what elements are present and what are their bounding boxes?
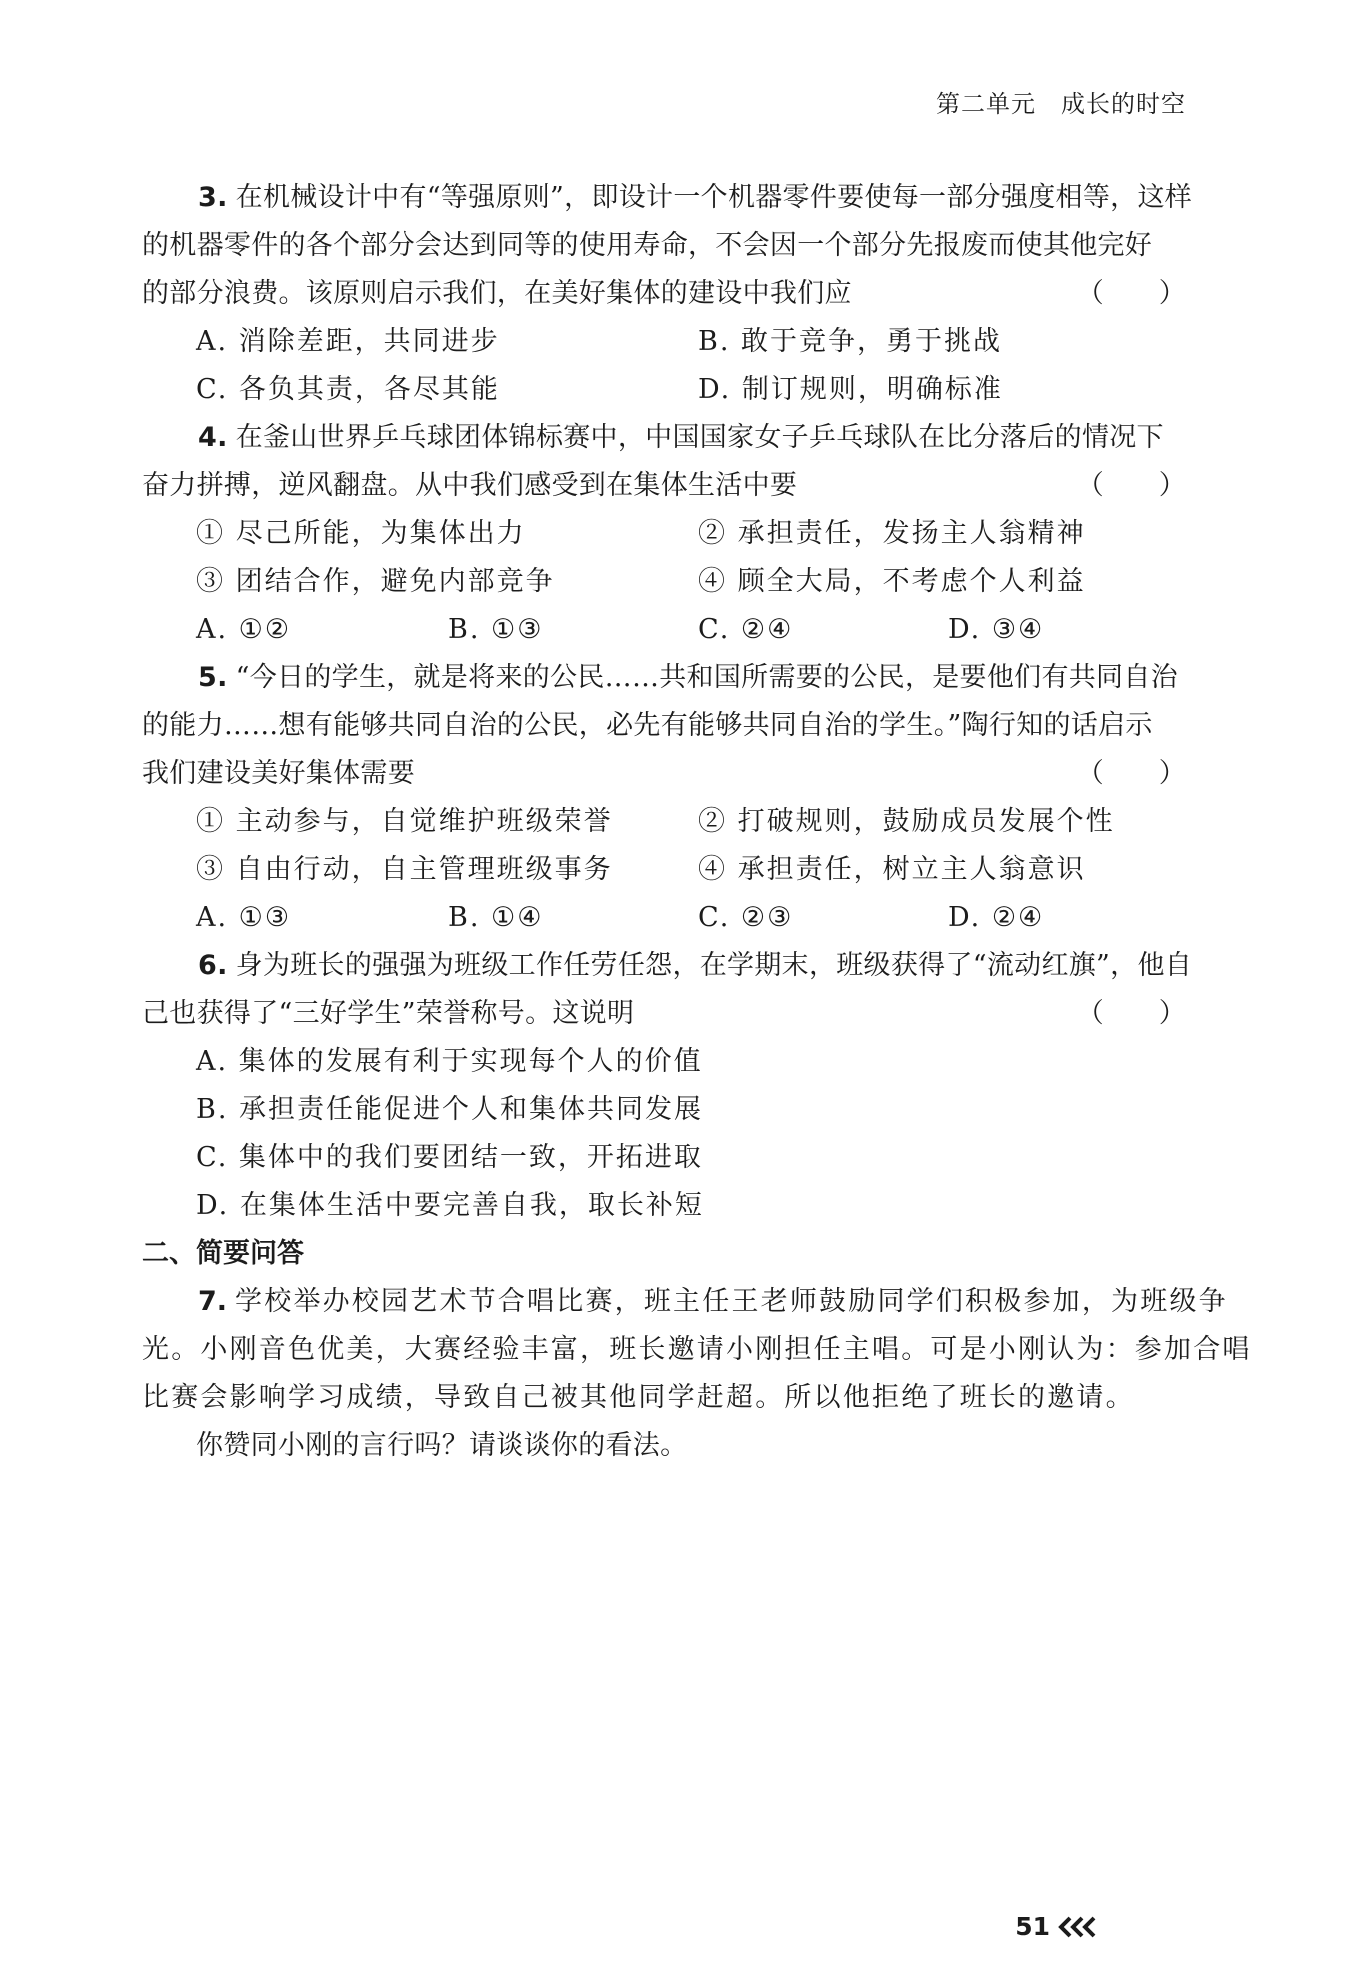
choice-a: A. ①② bbox=[196, 614, 292, 645]
choice-b: B. ①③ bbox=[448, 614, 544, 645]
answer-parentheses: （ ） bbox=[1076, 278, 1186, 309]
question-5-line-2: 的能力……想有能够共同自治的公民，必先有能够共同自治的学生。”陶行知的话启示 bbox=[142, 710, 1153, 741]
page-number bbox=[1015, 1912, 1100, 1941]
answer-parentheses: （ ） bbox=[1076, 470, 1186, 501]
option-c: C. 集体中的我们要团结一致，开拓进取 bbox=[196, 1142, 703, 1173]
choice-b: B. ①④ bbox=[448, 902, 544, 933]
question-6-line-2: 己也获得了“三好学生”荣誉称号。这说明 （ ） bbox=[142, 994, 1186, 1034]
question-number: 6. bbox=[198, 950, 228, 981]
option-a: A. 消除差距，共同进步 bbox=[196, 326, 500, 357]
question-number: 4. bbox=[198, 422, 228, 453]
running-header: 第二单元 成长的时空 bbox=[936, 90, 1186, 118]
question-7-line-3: 比赛会影响学习成绩，导致自己被其他同学赶超。所以他拒绝了班长的邀请。 bbox=[142, 1382, 1135, 1413]
question-4-line-2: 奋力拼搏，逆风翻盘。从中我们感受到在集体生活中要 （ ） bbox=[142, 466, 1186, 506]
statement-3: ③ 自由行动，自主管理班级事务 bbox=[196, 854, 613, 885]
statement-4: ④ 顾全大局，不考虑个人利益 bbox=[698, 566, 1086, 597]
choice-d: D. ②④ bbox=[948, 902, 1045, 933]
answer-parentheses: （ ） bbox=[1076, 758, 1186, 789]
option-b: B. 承担责任能促进个人和集体共同发展 bbox=[196, 1094, 704, 1125]
statement-2: ② 承担责任，发扬主人翁精神 bbox=[698, 518, 1086, 549]
question-7-line-1: 7. 学校举办校园艺术节合唱比赛，班主任王老师鼓励同学们积极参加，为班级争 bbox=[198, 1286, 1228, 1317]
statement-1: ① 主动参与，自觉维护班级荣誉 bbox=[196, 806, 613, 837]
statement-4: ④ 承担责任，树立主人翁意识 bbox=[698, 854, 1086, 885]
question-3-line-1: 3. 在机械设计中有“等强原则”，即设计一个机器零件要使每一部分强度相等，这样 bbox=[198, 182, 1193, 213]
statement-1: ① 尽己所能，为集体出力 bbox=[196, 518, 526, 549]
option-d: D. 制订规则，明确标准 bbox=[698, 374, 1003, 405]
choice-c: C. ②④ bbox=[698, 614, 794, 645]
option-c: C. 各负其责，各尽其能 bbox=[196, 374, 500, 405]
triple-chevron-left-icon bbox=[1058, 1916, 1100, 1938]
question-number: 7. bbox=[198, 1286, 228, 1317]
question-5-line-3: 我们建设美好集体需要 （ ） bbox=[142, 754, 1186, 794]
statement-2: ② 打破规则，鼓励成员发展个性 bbox=[698, 806, 1115, 837]
question-7-prompt: 你赞同小刚的言行吗？请谈谈你的看法。 bbox=[196, 1430, 688, 1461]
question-number: 3. bbox=[198, 182, 228, 213]
statement-3: ③ 团结合作，避免内部竞争 bbox=[196, 566, 555, 597]
page-number-text: 51 bbox=[1015, 1912, 1050, 1941]
choice-a: A. ①③ bbox=[196, 902, 292, 933]
answer-parentheses: （ ） bbox=[1076, 998, 1186, 1029]
question-3-line-3: 的部分浪费。该原则启示我们，在美好集体的建设中我们应 （ ） bbox=[142, 274, 1186, 314]
choice-d: D. ③④ bbox=[948, 614, 1045, 645]
section-title: 二、简要问答 bbox=[142, 1238, 304, 1269]
option-b: B. 敢于竞争，勇于挑战 bbox=[698, 326, 1003, 357]
question-6-line-1: 6. 身为班长的强强为班级工作任劳任怨，在学期末，班级获得了“流动红旗”，他自 bbox=[198, 950, 1193, 981]
question-7-line-2: 光。小刚音色优美，大赛经验丰富，班长邀请小刚担任主唱。可是小刚认为：参加合唱 bbox=[142, 1334, 1252, 1365]
question-number: 5. bbox=[198, 662, 228, 693]
question-4-line-1: 4. 在釜山世界乒乓球团体锦标赛中，中国国家女子乒乓球队在比分落后的情况下 bbox=[198, 422, 1164, 453]
choice-c: C. ②③ bbox=[698, 902, 794, 933]
question-3-line-2: 的机器零件的各个部分会达到同等的使用寿命，不会因一个部分先报废而使其他完好 bbox=[142, 230, 1153, 261]
question-5-line-1: 5. “今日的学生，就是将来的公民……共和国所需要的公民，是要他们有共同自治 bbox=[198, 662, 1178, 693]
option-a: A. 集体的发展有利于实现每个人的价值 bbox=[196, 1046, 703, 1077]
option-d: D. 在集体生活中要完善自我，取长补短 bbox=[196, 1190, 704, 1221]
